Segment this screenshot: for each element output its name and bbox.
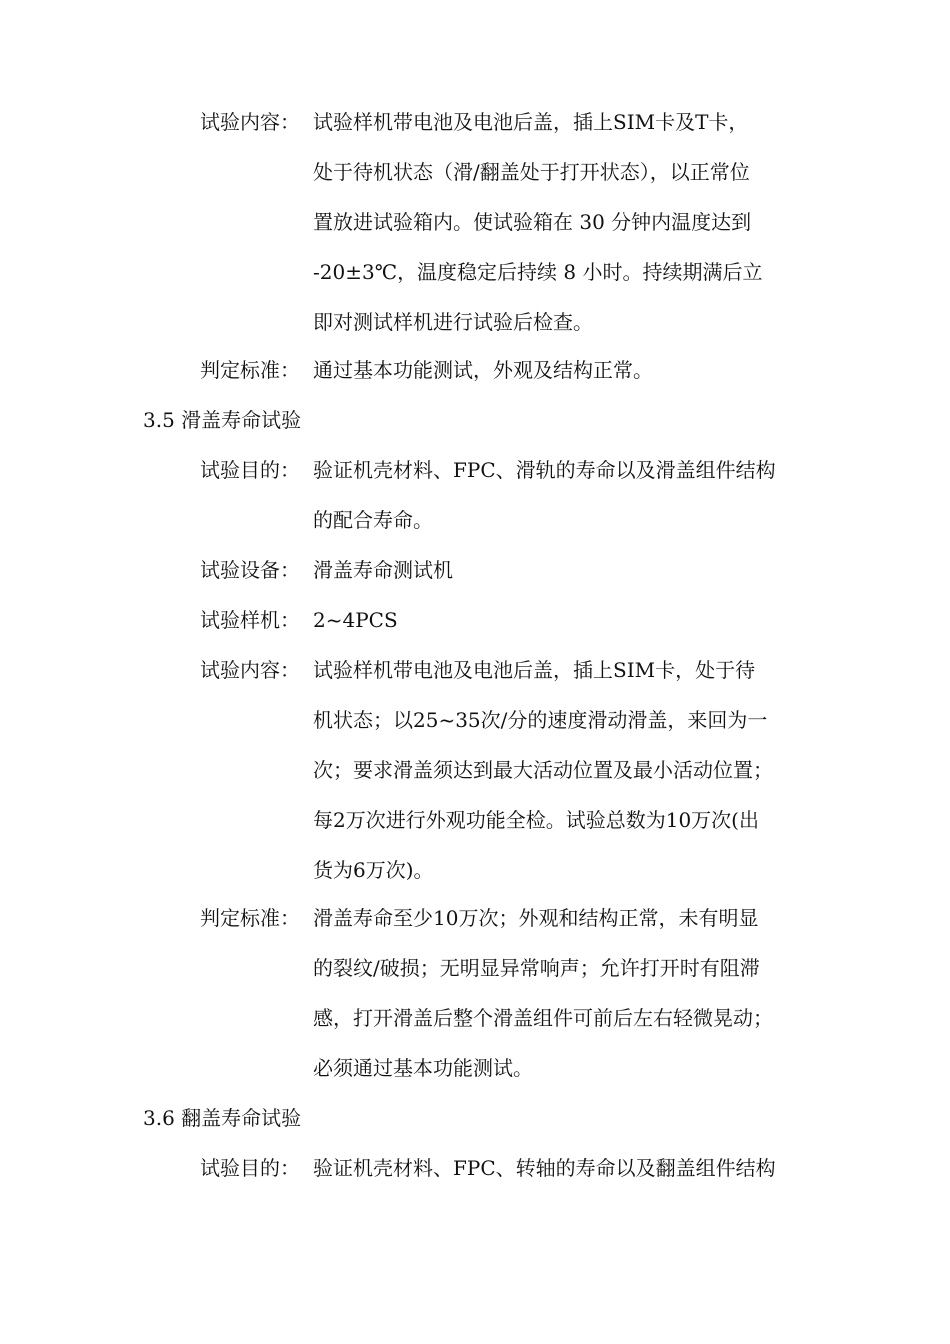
field-line: 验证机壳材料、FPC、转轴的寿命以及翻盖组件结构 (313, 1156, 776, 1180)
field-line: 置放进试验箱内。使试验箱在 30 分钟内温度达到 (313, 210, 752, 234)
field-label: 判定标准： (200, 906, 300, 930)
field-line: 即对测试样机进行试验后检查。 (313, 310, 593, 334)
field-label: 试验内容： (200, 658, 300, 682)
field-line: 机状态；以25~35次/分的速度滑动滑盖，来回为一 (313, 708, 768, 732)
field-line: 处于待机状态（滑/翻盖处于打开状态），以正常位 (313, 160, 750, 184)
field-line: 货为6万次)。 (313, 858, 434, 882)
section-heading-3-6: 3.6 翻盖寿命试验 (143, 1106, 302, 1130)
field-line: 通过基本功能测试，外观及结构正常。 (313, 358, 653, 382)
field-line: 必须通过基本功能测试。 (313, 1056, 533, 1080)
field-line: 的裂纹/破损；无明显异常响声；允许打开时有阻滞 (313, 956, 760, 980)
field-line: 试验样机带电池及电池后盖，插上SIM卡及T卡， (313, 110, 749, 134)
field-line: 验证机壳材料、FPC、滑轨的寿命以及滑盖组件结构 (313, 458, 776, 482)
field-line: 的配合寿命。 (313, 508, 433, 532)
field-label: 试验样机： (200, 608, 300, 632)
field-line: 滑盖寿命至少10万次；外观和结构正常，未有明显 (313, 906, 759, 930)
field-line: 试验样机带电池及电池后盖，插上SIM卡，处于待 (313, 658, 756, 682)
field-line: 感，打开滑盖后整个滑盖组件可前后左右轻微晃动； (313, 1006, 773, 1030)
field-label: 试验目的： (200, 458, 300, 482)
field-line: -20±3℃，温度稳定后持续 8 小时。持续期满后立 (313, 260, 763, 284)
field-label: 判定标准： (200, 358, 300, 382)
field-label: 试验目的： (200, 1156, 300, 1180)
field-label: 试验内容： (200, 110, 300, 134)
field-label: 试验设备： (200, 558, 300, 582)
field-line: 次；要求滑盖须达到最大活动位置及最小活动位置； (313, 758, 773, 782)
field-line: 每2万次进行外观功能全检。试验总数为10万次(出 (313, 808, 759, 832)
field-line: 2~4PCS (313, 608, 398, 632)
field-line: 滑盖寿命测试机 (313, 558, 453, 582)
section-heading-3-5: 3.5 滑盖寿命试验 (143, 408, 302, 432)
